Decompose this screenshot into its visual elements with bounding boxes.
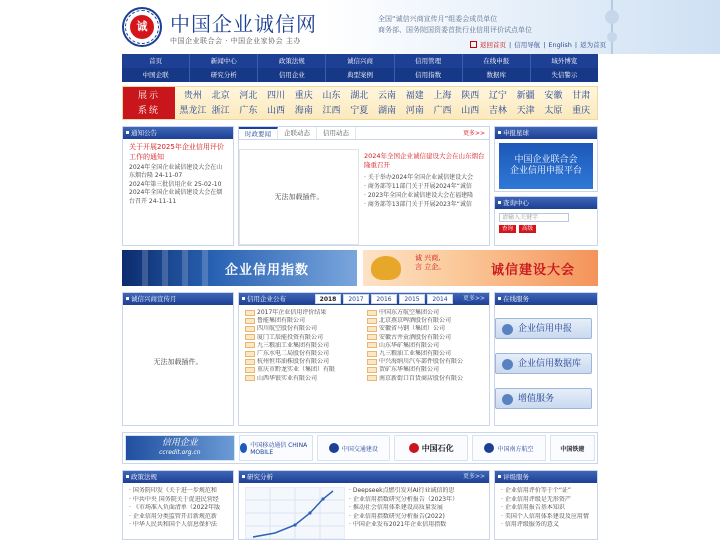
policy-panel — [122, 470, 234, 540]
province-link[interactable]: 山东 — [322, 91, 341, 101]
notice-tag — [367, 351, 377, 357]
nav-item[interactable]: 典型案例 — [326, 68, 394, 82]
province-link[interactable]: 天津 — [516, 106, 535, 116]
company-name: 中国东方航空集团公司 — [379, 309, 440, 316]
nav-item[interactable]: 诚信兴商 — [326, 54, 394, 68]
more-link[interactable]: 更多>> — [462, 473, 485, 480]
value-service-button[interactable] — [495, 388, 592, 409]
tab-politics[interactable]: 时政要闻 — [239, 127, 278, 139]
credit-index-banner[interactable] — [122, 250, 357, 286]
seal-line2: 言 立企。 — [415, 263, 446, 271]
back-home-link[interactable]: 返为首页 — [580, 41, 607, 49]
company-item[interactable] — [367, 342, 483, 350]
evaluation-panel — [494, 470, 598, 540]
more-link[interactable]: 更多>> — [462, 130, 485, 137]
notice-header: 通知公告 — [123, 127, 233, 139]
province-link[interactable]: 湖北 — [350, 91, 369, 101]
nav-row-1 — [122, 54, 598, 68]
province-link[interactable]: 贵州 — [183, 91, 202, 101]
list-item-text: Deepseek点燃引发对AI行业诚信的思 — [352, 487, 455, 494]
province-link[interactable]: 太原 — [544, 106, 563, 116]
company-item[interactable] — [245, 334, 361, 342]
apply-icon — [502, 324, 513, 335]
slogan-line1: 全国“诚信兴商宣传月”组委会成员单位 — [378, 15, 498, 23]
nav-item[interactable]: 失信警示 — [551, 71, 578, 79]
company-name: 鲁能集团有限公司 — [257, 317, 306, 325]
partner-first-line1: 信用企业 — [161, 438, 198, 448]
company-name: 山东华矿集团有限公司 — [379, 341, 440, 349]
province-link[interactable]: 浙江 — [211, 106, 230, 116]
province-link[interactable]: 山西 — [461, 106, 480, 116]
list-item-text: 企业信用指数研究分析报告(2022) — [352, 512, 445, 520]
notice-tag — [367, 326, 377, 332]
company-item[interactable] — [245, 309, 361, 317]
list-item-text: 企业信用指数研究分析报告（2023年） — [352, 495, 459, 503]
company-list — [239, 305, 489, 383]
province-link[interactable]: 湖南 — [377, 106, 396, 116]
company-name: 中兴海纳川汽车部件股份有限公 — [379, 358, 464, 366]
company-item[interactable] — [367, 366, 483, 374]
notice-tag — [245, 359, 255, 365]
site-nav-link[interactable]: 信用导航 — [514, 41, 541, 49]
list-item[interactable]: · Deepseek点燃引发对AI行业诚信的思 — [349, 487, 455, 494]
tab-year-2015[interactable]: 2015 — [399, 294, 425, 304]
notice-tag — [367, 342, 377, 348]
seal-line1: 诚 兴商, — [415, 254, 441, 262]
partner-first-line2: ccredit.org.cn — [159, 449, 201, 456]
search-button[interactable]: 查询 — [499, 225, 516, 233]
year-tabs — [315, 294, 455, 304]
province-link[interactable]: 甘肃 — [572, 91, 591, 101]
partner-sinochem[interactable]: 中国石化 — [394, 435, 468, 461]
list-item-text: 中共中央 国务院关于促进民营经 — [132, 495, 219, 503]
research-chart-illustration — [245, 487, 345, 539]
province-link[interactable]: 新疆 — [516, 91, 535, 101]
nav-item[interactable]: 域外博览 — [551, 57, 578, 65]
province-link[interactable]: 山西 — [267, 106, 286, 116]
partner-crcc[interactable]: 中国铁建 — [550, 435, 595, 461]
sinochem-icon — [409, 443, 419, 453]
company-item[interactable] — [367, 375, 483, 383]
nav-row-2 — [122, 68, 598, 82]
province-link[interactable]: 河北 — [239, 91, 258, 101]
list-item[interactable]: · 关于举办2024年全国企业诚信建设大会 — [364, 174, 474, 181]
nav-item[interactable]: 中国企联 — [122, 68, 190, 82]
list-item-text: 中国企业发布2021年企业信用指数 — [352, 521, 447, 528]
list-item-text: 国务院印发《关于进一步规范和 — [132, 487, 217, 494]
database-icon — [502, 359, 513, 370]
notice-tag — [367, 367, 377, 373]
china-mobile-icon — [240, 443, 248, 453]
nav-item[interactable]: 数据库 — [463, 68, 531, 82]
province-link[interactable]: 上海 — [433, 91, 452, 101]
company-item[interactable] — [245, 375, 361, 383]
list-item[interactable]: · 商务部等13部门关于开展2023年“诚信 — [364, 201, 472, 208]
conference-text: 诚信建设大会 — [491, 263, 576, 278]
list-item[interactable]: · 国务院印发《关于进一步规范和 — [129, 487, 217, 494]
list-item[interactable]: 2024年第三批信用企业 25-02-10 — [129, 180, 222, 188]
province-link[interactable]: 四川 — [267, 91, 286, 101]
list-item[interactable]: · 企业信用分类监管开启新规范新 — [129, 512, 217, 520]
declare-platform-banner[interactable] — [499, 143, 593, 189]
list-item[interactable]: 2024年全国企业诚信建设大会在烟台召开 24-11-11 — [129, 189, 223, 205]
english-link[interactable]: English — [548, 40, 572, 49]
declare-line1: 中国企业联合会 — [514, 155, 578, 165]
company-item[interactable] — [367, 334, 483, 342]
home-icon — [470, 41, 477, 48]
query-header: 查询中心 — [495, 197, 597, 209]
news-tabs-panel — [238, 126, 490, 246]
company-item[interactable] — [245, 358, 361, 366]
province-label — [123, 87, 175, 119]
declare-panel — [494, 126, 598, 192]
nav-item[interactable]: 信用指数 — [395, 68, 463, 82]
list-item-text: 美国个人信用体系建设及应用情 — [504, 512, 589, 520]
company-name: 南京新街口百货商店股份有限公 — [379, 374, 464, 382]
province-link[interactable]: 福建 — [405, 91, 424, 101]
nav-item[interactable]: 首页 — [122, 54, 190, 68]
evaluation-list — [495, 483, 597, 530]
company-name: 广东水电二局股份有限公司 — [257, 350, 330, 358]
province-link[interactable]: 云南 — [377, 91, 396, 101]
site-subtitle: 中国企业联合会 · 中国企业家协会 主办 — [170, 37, 301, 45]
company-name: 四川航空股份有限公司 — [257, 325, 318, 333]
list-item[interactable]: · 商务部等11部门关于开展2024年“诚信 — [364, 183, 472, 190]
province-grid — [179, 90, 595, 117]
notice-panel — [122, 126, 234, 246]
gold-ornament — [371, 256, 401, 280]
list-item-text: 中华人民共和国个人信息保护法 — [132, 521, 217, 528]
company-name: 重庆市黔龙实业（集团）有限 — [257, 366, 336, 374]
province-label-line1: 展示 — [137, 91, 160, 101]
search-input[interactable]: 请输入关键字 — [499, 213, 569, 222]
company-name: 厦门工辰能投资有限公司 — [257, 333, 324, 341]
company-name: 北京燕京啤酒股份有限公司 — [379, 317, 452, 325]
more-link[interactable]: 更多>> — [462, 295, 485, 302]
company-name: 山西华银实业有限公司 — [257, 374, 318, 382]
nav-item[interactable]: 研究分析 — [190, 68, 258, 82]
service-icon — [502, 394, 513, 405]
company-name: 安徽古井贡酒股份有限公司 — [379, 333, 452, 341]
query-panel — [494, 196, 598, 246]
nav-item[interactable]: 信用企业 — [258, 68, 326, 82]
province-label-line2: 系统 — [137, 106, 160, 116]
notice-tag — [245, 367, 255, 373]
province-link[interactable]: 重庆 — [294, 91, 313, 101]
credit-database-button[interactable] — [495, 353, 592, 374]
province-link[interactable]: 河南 — [405, 106, 424, 116]
list-item[interactable]: · 中共中央 国务院关于促进民营经 — [129, 495, 219, 503]
list-item[interactable]: · 推动社会信用体系建设高质量发展 — [349, 504, 443, 511]
calligraphy-text — [415, 254, 479, 280]
credit-index-text: 企业信用指数 — [225, 263, 310, 278]
ccc-icon — [329, 443, 339, 453]
notice-tag — [245, 310, 255, 316]
notice-tag — [245, 326, 255, 332]
plugin-placeholder: 无法加载插件。 — [274, 193, 324, 201]
news-headline[interactable]: 2024年全国企业诚信建设大会在山东烟台隆重召开 — [364, 152, 485, 169]
company-name: 九三粮油工业集团有限公司 — [257, 341, 330, 349]
notice-tag — [367, 318, 377, 324]
province-bar — [122, 86, 598, 120]
province-link[interactable]: 黑龙江 — [179, 106, 207, 116]
province-link[interactable]: 海南 — [294, 106, 313, 116]
declare-header: 申报星球 — [495, 127, 597, 139]
company-name: 安徽省马钢（集团）公司 — [379, 325, 446, 333]
companies-title: 信用企业公布 — [247, 295, 286, 303]
company-name: 2017年企业信用评价结果 — [257, 309, 327, 316]
tab-year-2014[interactable]: 2014 — [427, 294, 453, 304]
credit-apply-label: 企业信用申报 — [518, 324, 573, 334]
list-item-text: 企业信用报告基本知识 — [504, 504, 565, 511]
credit-apply-button[interactable] — [495, 318, 592, 339]
company-item[interactable] — [245, 317, 361, 325]
partner-ccredit[interactable] — [125, 435, 235, 461]
policy-list — [123, 483, 233, 530]
plugin-area — [239, 149, 359, 245]
list-item-text: 推动社会信用体系建设高质量发展 — [352, 504, 443, 511]
company-item[interactable] — [367, 358, 483, 366]
list-item[interactable]: 2024年全国企业诚信建设大会在山东烟台隆 24-11-07 — [129, 164, 223, 180]
province-link[interactable]: 广东 — [239, 106, 258, 116]
site-header — [0, 0, 720, 54]
tab-year-2017[interactable]: 2017 — [343, 294, 369, 304]
province-link[interactable]: 北京 — [211, 91, 230, 101]
list-item[interactable]: · 企业信用指数研究分析报告（2023年） — [349, 495, 459, 503]
partner-china-mobile[interactable]: 中国移动通信 CHINA MOBILE — [239, 435, 313, 461]
partner-ccc[interactable]: 中国交通建设 — [317, 435, 391, 461]
research-title: 研究分析 — [247, 473, 273, 481]
logo-char: 诚 — [130, 15, 154, 39]
value-service-label: 增值服务 — [518, 394, 555, 404]
nav-item[interactable]: 信用管理 — [395, 54, 463, 68]
list-item[interactable]: · 中华人民共和国个人信息保护法 — [129, 521, 217, 528]
site-logo[interactable] — [122, 7, 162, 47]
company-item[interactable] — [367, 325, 483, 333]
news-tabs — [239, 127, 489, 140]
companies-panel — [238, 292, 490, 426]
province-link[interactable]: 辽宁 — [488, 91, 507, 101]
company-item[interactable] — [245, 366, 361, 374]
list-item[interactable]: · 中国企业发布2021年企业信用指数 — [349, 521, 447, 528]
company-item[interactable] — [367, 350, 483, 358]
credit-database-label: 企业信用数据库 — [518, 359, 582, 369]
nav-item[interactable]: 在线申报 — [463, 54, 531, 68]
site-title[interactable]: 中国企业诚信网 — [170, 12, 317, 36]
company-name: 九三粮油工业集团有限公司 — [379, 350, 452, 358]
company-item[interactable] — [245, 325, 361, 333]
tab-credit[interactable]: 信用动态 — [317, 127, 356, 139]
list-item-text: 企业信用评价等于个“证” — [504, 487, 572, 494]
month-panel — [122, 292, 234, 426]
notice-tag — [367, 310, 377, 316]
research-list — [349, 487, 489, 530]
company-item[interactable] — [367, 317, 483, 325]
tab-federation[interactable]: 企联动态 — [278, 127, 317, 139]
list-item[interactable]: · 《市场准入负面清单（2022年版 — [129, 504, 221, 511]
home-link[interactable]: 返回首页 — [480, 41, 506, 49]
list-item-text: 《市场准入负面清单（2022年版 — [132, 504, 221, 511]
advanced-search-button[interactable]: 高级 — [519, 225, 536, 233]
partner-logos — [122, 432, 598, 464]
list-item-text: 企业信用评级是无形资产 — [504, 495, 571, 503]
notice-tag — [367, 375, 377, 381]
main-nav — [122, 54, 598, 82]
notice-headline[interactable]: 关于开展2025年企业信用评价工作的通知 — [129, 143, 224, 161]
nav-item[interactable]: 新闻中心 — [190, 54, 258, 68]
tab-year-2016[interactable]: 2016 — [371, 294, 397, 304]
company-item[interactable] — [245, 342, 361, 350]
notice-tag — [367, 359, 377, 365]
province-link[interactable]: 广西 — [433, 106, 452, 116]
notice-tag — [245, 375, 255, 381]
company-item[interactable] — [367, 309, 483, 317]
declare-line2: 企业信用申报平台 — [509, 166, 582, 176]
list-item[interactable]: · 企业信用指数研究分析报告(2022) — [349, 512, 445, 520]
top-links: 返回首页 | 信用导航 | English | 返为首页 — [470, 40, 606, 49]
notice-tag — [367, 334, 377, 340]
list-item-text: 企业信用分类监管开启新规范新 — [132, 512, 217, 520]
evaluation-header: 评级服务 — [495, 471, 597, 483]
company-name: 贺矿东华集团有限公司 — [379, 366, 440, 374]
province-link[interactable]: 吉林 — [488, 106, 507, 116]
slogan-line2: 商务部、国务院国资委首批行业信用评价试点单位 — [378, 26, 532, 34]
list-item[interactable]: · 企业信用报告基本知识 — [501, 504, 565, 511]
province-link[interactable]: 安徽 — [544, 91, 563, 101]
list-item-text: 信用评级服务的意义 — [504, 521, 559, 528]
tab-year-2018[interactable]: 2018 — [315, 294, 341, 304]
notice-tag — [245, 351, 255, 357]
notice-tag — [245, 342, 255, 348]
online-header: 在线服务 — [495, 293, 597, 305]
company-item[interactable] — [245, 350, 361, 358]
province-link[interactable]: 陕西 — [461, 91, 480, 101]
month-header: 诚信兴商宣传月 — [123, 293, 233, 305]
province-link[interactable]: 江西 — [322, 106, 341, 116]
list-item[interactable]: · 2023年全国企业诚信建设大会在福建隆 — [364, 192, 474, 199]
notice-tag — [245, 334, 255, 340]
list-item[interactable]: · 信用评级服务的意义 — [501, 521, 559, 528]
policy-header: 政策法规 — [123, 471, 233, 483]
research-panel — [238, 470, 490, 540]
province-link[interactable]: 宁夏 — [350, 106, 369, 116]
company-name: 杭州恒邦油株股份有限公司 — [257, 358, 330, 366]
research-header — [239, 471, 489, 483]
province-link[interactable]: 重庆 — [572, 106, 591, 116]
china-southern-icon — [484, 443, 494, 453]
partner-china-southern[interactable]: 中国南方航空 — [472, 435, 546, 461]
month-placeholder: 无法加载插件。 — [153, 358, 203, 366]
conference-banner[interactable] — [363, 250, 598, 286]
notice-tag — [245, 318, 255, 324]
nav-item[interactable]: 政策法规 — [258, 54, 326, 68]
list-item[interactable]: · 企业信用评级是无形资产 — [501, 495, 571, 503]
list-item[interactable]: · 美国个人信用体系建设及应用情 — [501, 512, 589, 520]
list-item[interactable]: · 企业信用评价等于个“证” — [501, 487, 572, 494]
